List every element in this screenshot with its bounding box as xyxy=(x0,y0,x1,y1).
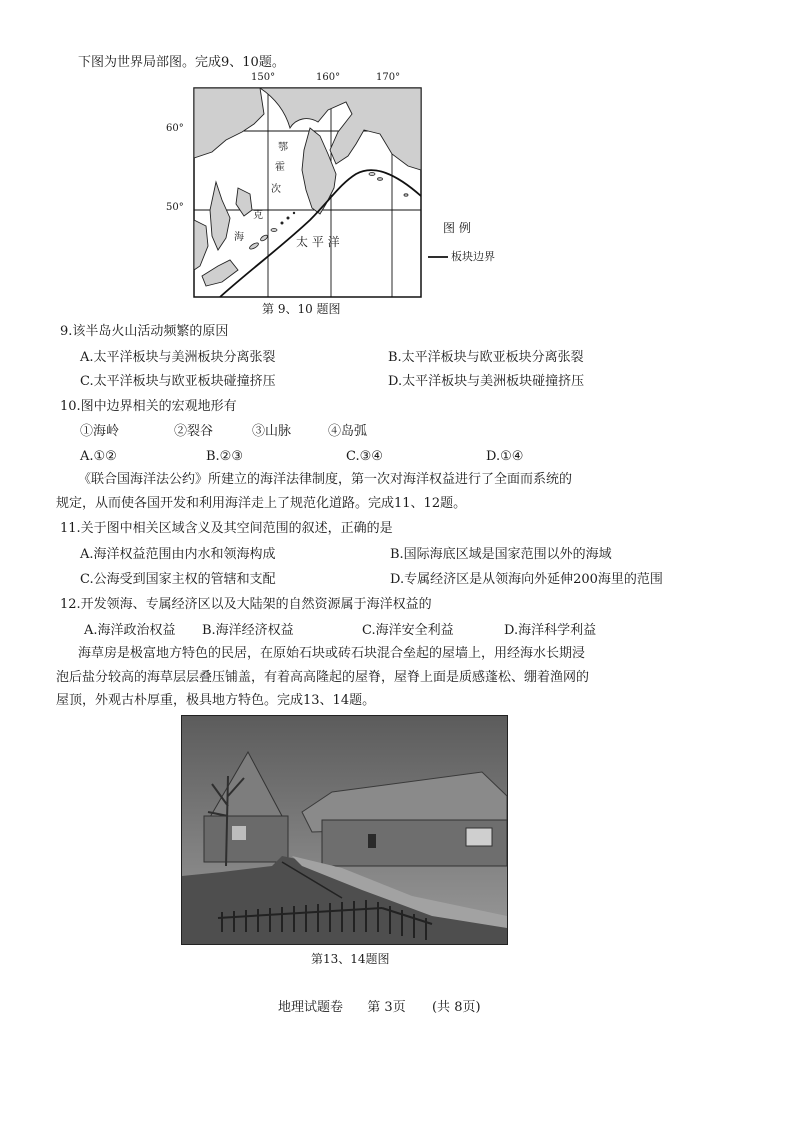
intro-11-12-line-1: 《联合国海洋法公约》所建立的海洋法律制度，第一次对海洋权益进行了全面而系统的 xyxy=(78,472,573,487)
question-9-option-d[interactable]: D.太平洋板块与美洲板块碰撞挤压 xyxy=(388,374,585,389)
question-10-stem: 10.图中边界相关的宏观地形有 xyxy=(60,399,237,414)
intro-9-10: 下图为世界局部图。完成9、10题。 xyxy=(78,55,285,70)
question-9-option-b[interactable]: B.太平洋板块与欧亚板块分离张裂 xyxy=(388,350,584,365)
intro-13-14-line-2: 泡后盐分较高的海草层层叠压铺盖，有着高高隆起的屋脊，屋脊上面是质感蓬松、绷着渔网的 xyxy=(56,670,590,685)
map-caption: 第 9、10 题图 xyxy=(262,302,341,316)
question-11-option-c[interactable]: C.公海受到国家主权的管辖和支配 xyxy=(80,572,276,587)
ocean-label: 太 平 洋 xyxy=(296,235,340,249)
question-10-option-c[interactable]: C.③④ xyxy=(346,449,383,464)
lat-label-50: 50° xyxy=(166,202,184,213)
photo-caption: 第13、14题图 xyxy=(311,952,390,966)
seaweed-house-photo xyxy=(181,715,508,945)
intro-11-12-line-2: 规定，从而使各国开发和利用海洋走上了规范化道路。完成11、12题。 xyxy=(56,496,467,511)
question-10-option-b[interactable]: B.②③ xyxy=(206,449,243,464)
footer-title: 地理试题卷 xyxy=(278,1000,344,1015)
sea-label-char-3: 次 xyxy=(271,184,281,195)
question-11-option-b[interactable]: B.国际海底区域是国家范围以外的海域 xyxy=(390,547,612,562)
lon-label-160: 160° xyxy=(316,72,341,83)
question-10-option-d[interactable]: D.①④ xyxy=(486,449,524,464)
question-9-stem: 9.该半岛火山活动频繁的原因 xyxy=(60,324,229,339)
question-10-item-3: ③山脉 xyxy=(252,424,292,439)
question-11-stem: 11.关于图中相关区域含义及其空间范围的叙述，正确的是 xyxy=(60,521,393,536)
question-11-option-d[interactable]: D.专属经济区是从领海向外延伸200海里的范围 xyxy=(390,572,663,587)
sea-label-char-1: 鄂 xyxy=(278,142,288,153)
map-drawing xyxy=(160,70,520,305)
question-12-option-b[interactable]: B.海洋经济权益 xyxy=(202,623,294,638)
sea-label-char-4: 克 xyxy=(253,210,263,221)
question-10-item-2: ②裂谷 xyxy=(174,424,214,439)
question-12-option-c[interactable]: C.海洋安全利益 xyxy=(362,623,454,638)
legend-item-plate-boundary: 板块边界 xyxy=(451,250,495,263)
lon-label-150: 150° xyxy=(251,72,276,83)
seaweed-house-illustration xyxy=(182,716,507,944)
question-11-option-a[interactable]: A.海洋权益范围由内水和领海构成 xyxy=(80,547,276,562)
question-12-option-a[interactable]: A.海洋政治权益 xyxy=(84,623,176,638)
footer-total-pages: (共 8页) xyxy=(431,1000,481,1015)
sea-label-char-2: 霍 xyxy=(275,162,285,173)
question-9-option-c[interactable]: C.太平洋板块与欧亚板块碰撞挤压 xyxy=(80,374,276,389)
question-10-item-1: ①海岭 xyxy=(80,424,120,439)
sea-label-char-5: 海 xyxy=(234,232,244,243)
lon-label-170: 170° xyxy=(376,72,401,83)
intro-13-14-line-3: 屋顶，外观古朴厚重，极具地方特色。完成13、14题。 xyxy=(56,693,376,708)
intro-13-14-line-1: 海草房是极富地方特色的民居，在原始石块或砖石块混合垒起的屋墙上，用经海水长期浸 xyxy=(78,646,586,661)
lat-label-60: 60° xyxy=(166,123,184,134)
question-10-option-a[interactable]: A.①② xyxy=(80,449,117,464)
question-12-stem: 12.开发领海、专属经济区以及大陆架的自然资源属于海洋权益的 xyxy=(60,597,432,612)
question-10-item-4: ④岛弧 xyxy=(328,424,368,439)
footer-page-number: 第 3页 xyxy=(367,1000,406,1015)
question-12-option-d[interactable]: D.海洋科学利益 xyxy=(504,623,597,638)
question-9-option-a[interactable]: A.太平洋板块与美洲板块分离张裂 xyxy=(80,350,276,365)
page-footer xyxy=(278,1000,481,1016)
legend-title: 图 例 xyxy=(443,221,471,235)
map-figure xyxy=(160,70,520,305)
